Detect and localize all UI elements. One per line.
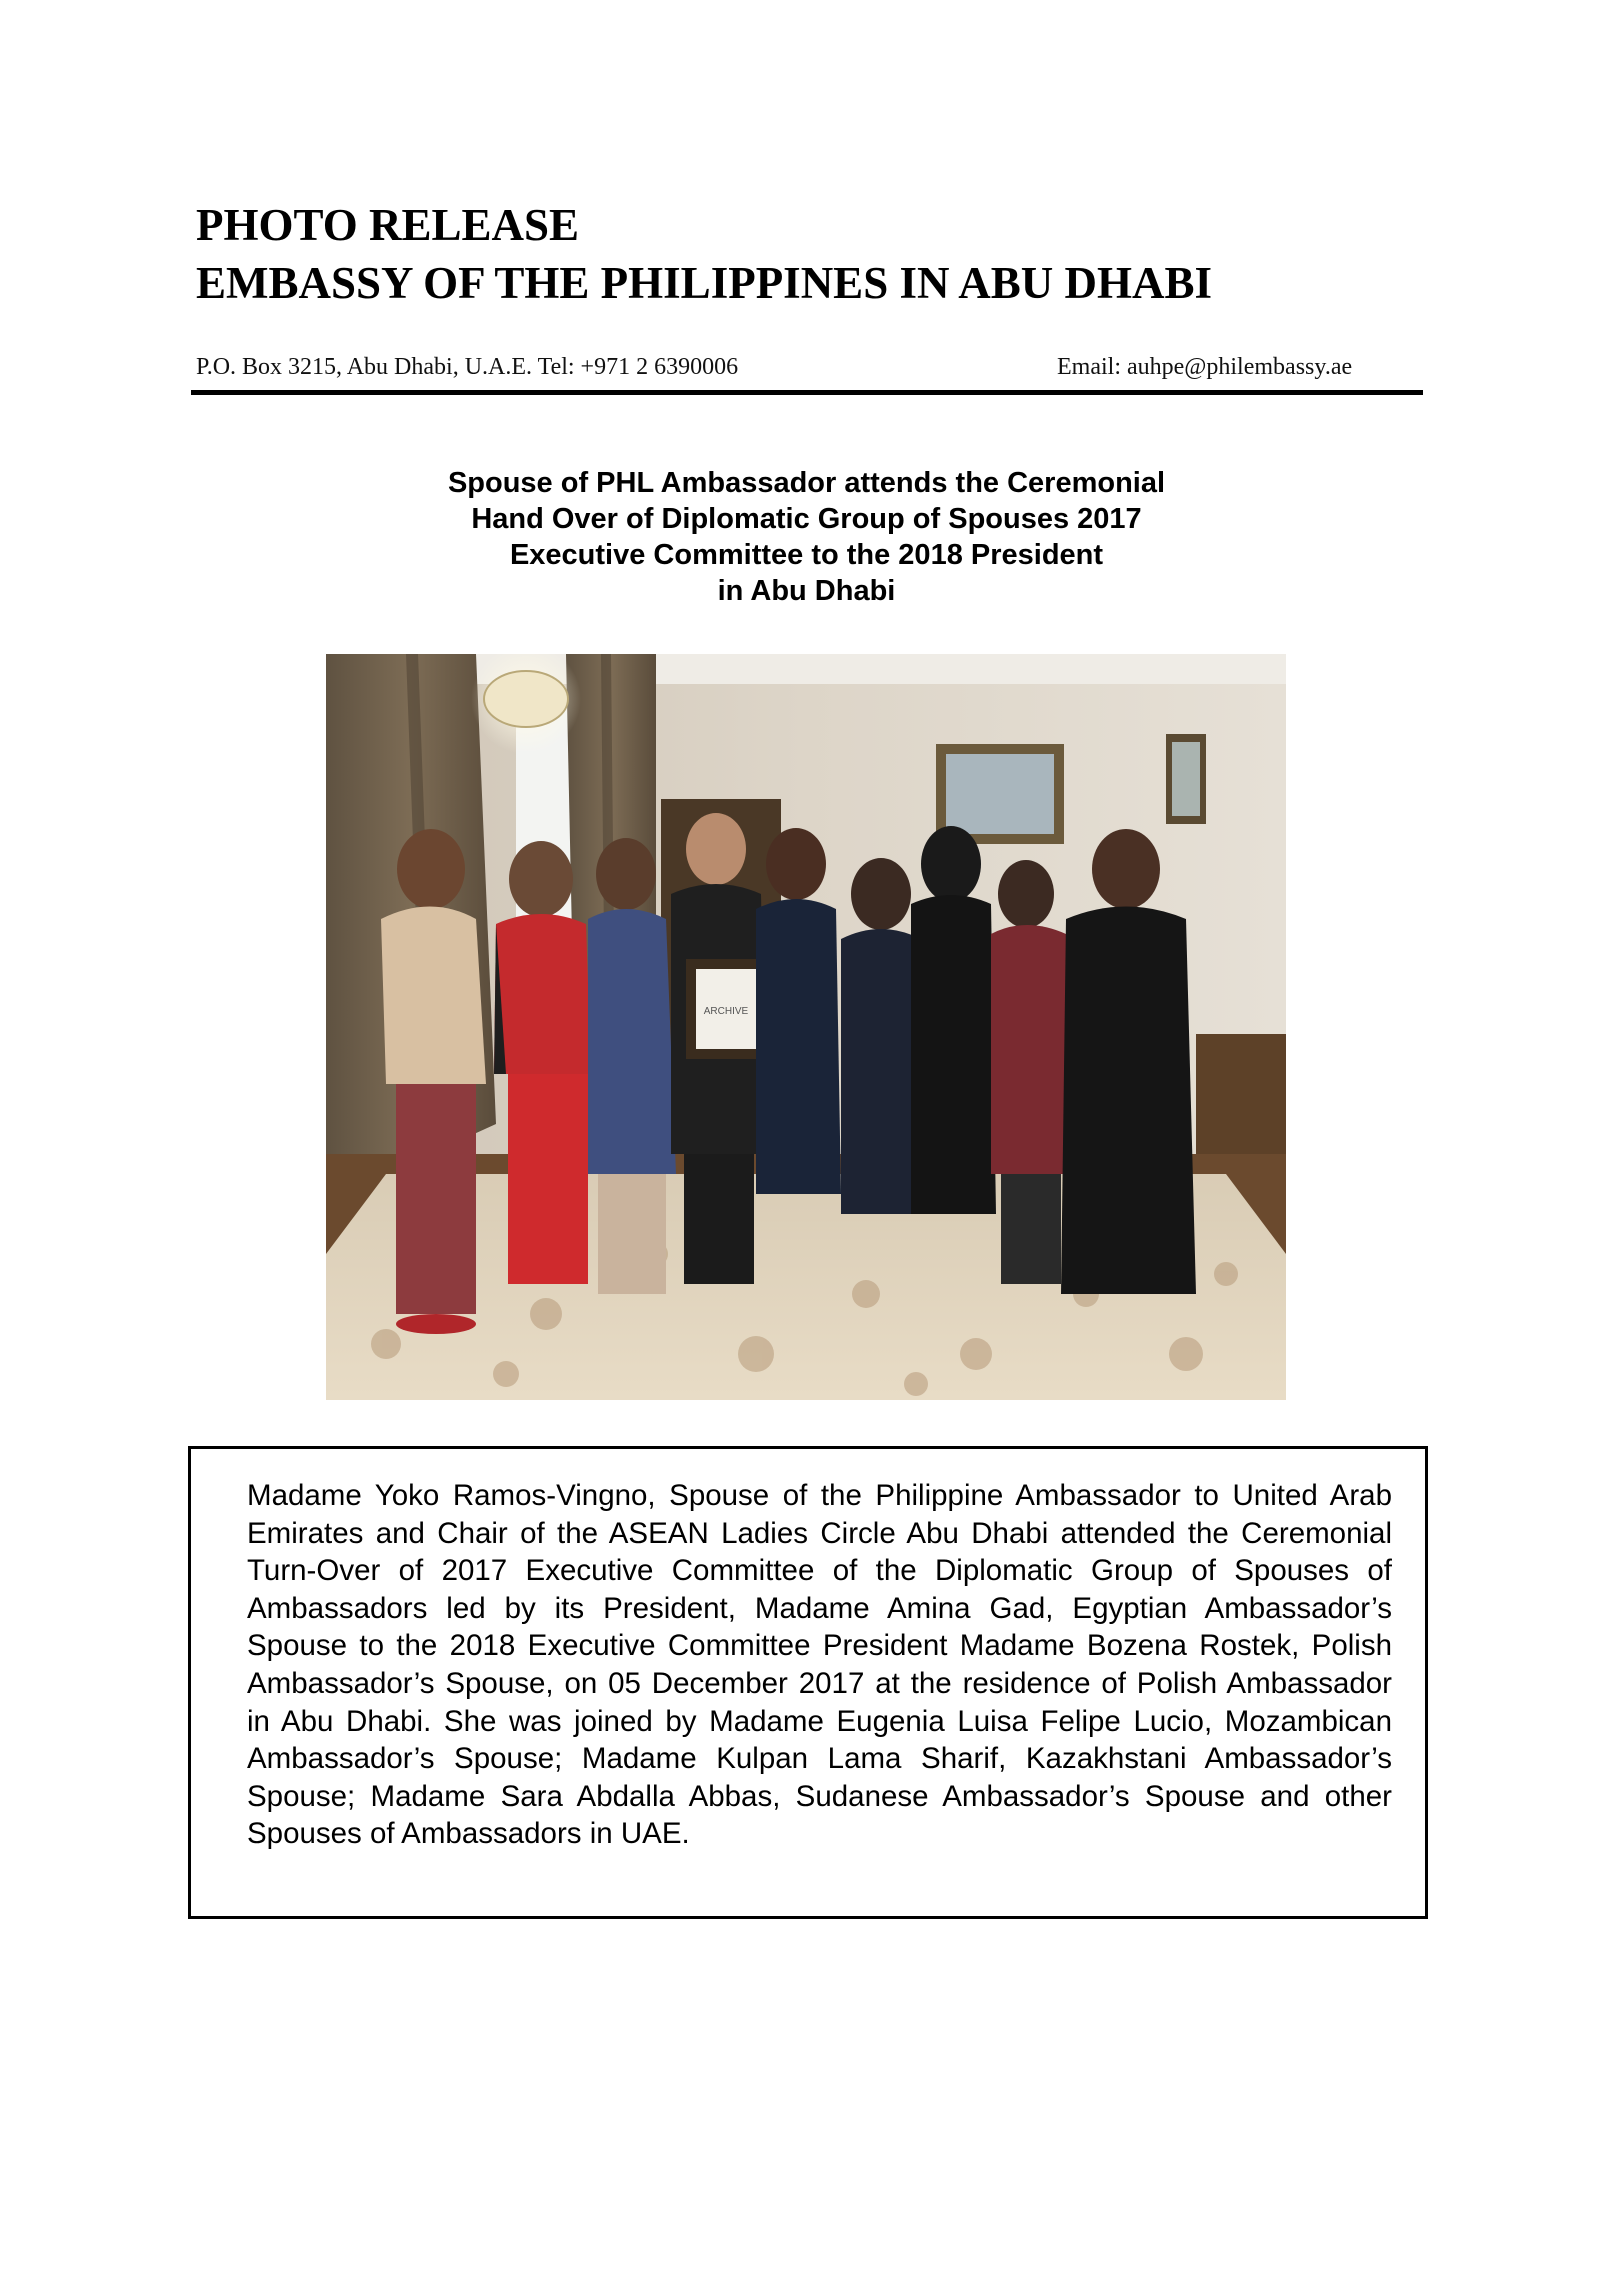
header-divider	[191, 390, 1423, 395]
headline-line-4: in Abu Dhabi	[717, 575, 896, 607]
caption-text: Madame Yoko Ramos-Vingno, Spouse of the Philippine Ambassador to United Arab Emirates and Chair of the ASEAN Ladies Circle Abu Dhabi attended the Ceremonial Turn-Over of 2017 Executive Committee of the Diplomatic Group of Spouses of Ambassadors led by its President, Madame Amina Gad, Egyptian Ambassador’s Spouse to the 2018 Executive Committee President Madame Bozena Rostek, Polish Ambassador’s Spouse, on 05 December 2017 at the residence of Polish Ambassador in Abu Dhabi. She was joined by Madame Eugenia Luisa Felipe Lucio, Mozambican Ambassador’s Spouse; Madame Kulpan Lama Sharif, Kazakhstani Ambassador’s Spouse; Madame Sara Abdalla Abbas, Sudanese Ambassador’s Spouse and other Spouses of Ambassadors in UAE.	[247, 1479, 1392, 1851]
contact-address: P.O. Box 3215, Abu Dhabi, U.A.E. Tel: +971 2 6390006	[196, 354, 739, 380]
embassy-title: EMBASSY OF THE PHILIPPINES IN ABU DHABI	[196, 258, 1213, 308]
group-photo-illustration	[326, 654, 1286, 1400]
headline-line-2: Hand Over of Diplomatic Group of Spouses 2017	[471, 503, 1142, 535]
release-title: PHOTO RELEASE	[196, 200, 580, 250]
contact-email: Email: auhpe@philembassy.ae	[1057, 354, 1353, 380]
chandelier	[484, 671, 568, 727]
painting	[946, 754, 1054, 834]
headline	[300, 465, 1313, 609]
headline-line-1: Spouse of PHL Ambassador attends the Ceremonial	[447, 467, 1166, 499]
caption-box	[188, 1446, 1428, 1919]
group-photo	[326, 654, 1286, 1400]
plaque-text: ARCHIVE	[703, 1006, 749, 1017]
headline-line-3: Executive Committee to the 2018 President	[509, 539, 1104, 571]
